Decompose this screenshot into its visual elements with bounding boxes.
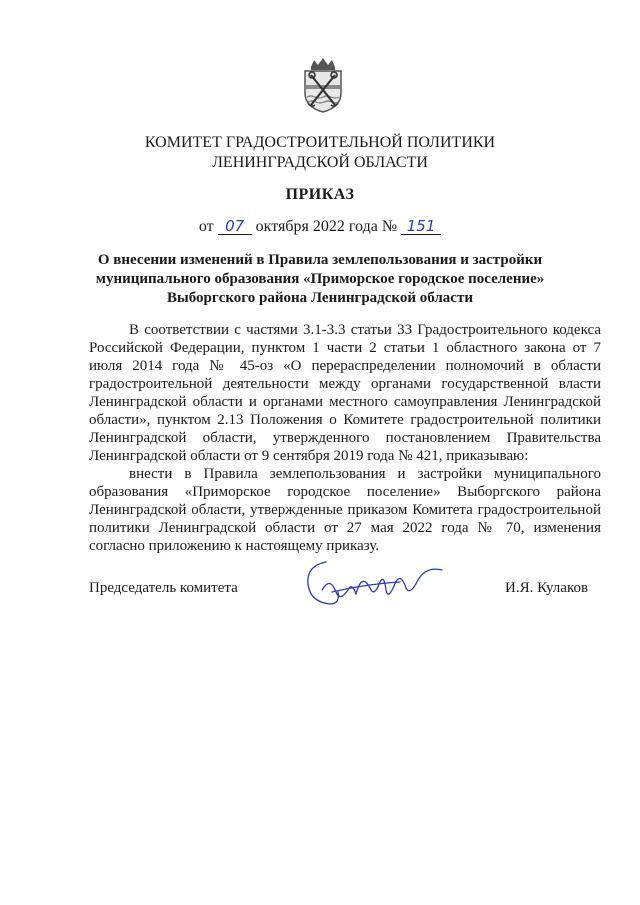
date-month-year: октября 2022 года [255,218,378,235]
signatory-name: И.Я. Кулаков [505,580,589,596]
title-line3: Выборгского района Ленинградской области [167,290,473,306]
body-paragraph-1: В соответствии с частями 3.1-3.3 статьи 33 Градостроительного кодекса Российской Федерации, пунктом 1 части 2 статьи 1 областного закона от 7 июля 2014 года № 45-оз «О перераспределении полномочий в области градостроительной деятельности между органами государственной власти Ленинградской области и органами местного самоуправления Ленинградской области», пунктом 2.13 Положения о Комитете градостроительной политики Ленинградской области, утвержденного постановлением Правительства Ленинградской области от 9 сентября 2019 года № 421, приказываю: [89,322,601,464]
document-title [60,251,580,308]
date-line [0,218,640,236]
number-sign: № [381,218,398,235]
organization-name-line2: ЛЕНИНГРАДСКОЙ ОБЛАСТИ [212,154,428,171]
title-line2: муниципального образования «Приморское городское поселение» [95,271,545,287]
document-type: ПРИКАЗ [285,186,355,203]
date-prefix: от [198,218,214,235]
document-body [89,321,601,555]
handwritten-signature [296,552,446,614]
signatory-title: Председатель комитета [89,580,238,596]
organization-name-line1: КОМИТЕТ ГРАДОСТРОИТЕЛЬНОЙ ПОЛИТИКИ [144,134,496,151]
title-line1: О внесении изменений в Правила землепользования и застройки [97,252,543,268]
coat-of-arms-icon [301,57,345,113]
handwritten-day: 07 [218,218,252,235]
body-paragraph-2: внести в Правила землепользования и застройки муниципального образования «Приморское городское поселение» Выборгского района Ленинградской области, утвержденные приказом Комитета градостроительной политики Ленинградской области от 27 мая 2022 года № 70, изменения согласно приложению к настоящему приказу. [89,466,601,554]
handwritten-order-number: 151 [401,218,441,235]
